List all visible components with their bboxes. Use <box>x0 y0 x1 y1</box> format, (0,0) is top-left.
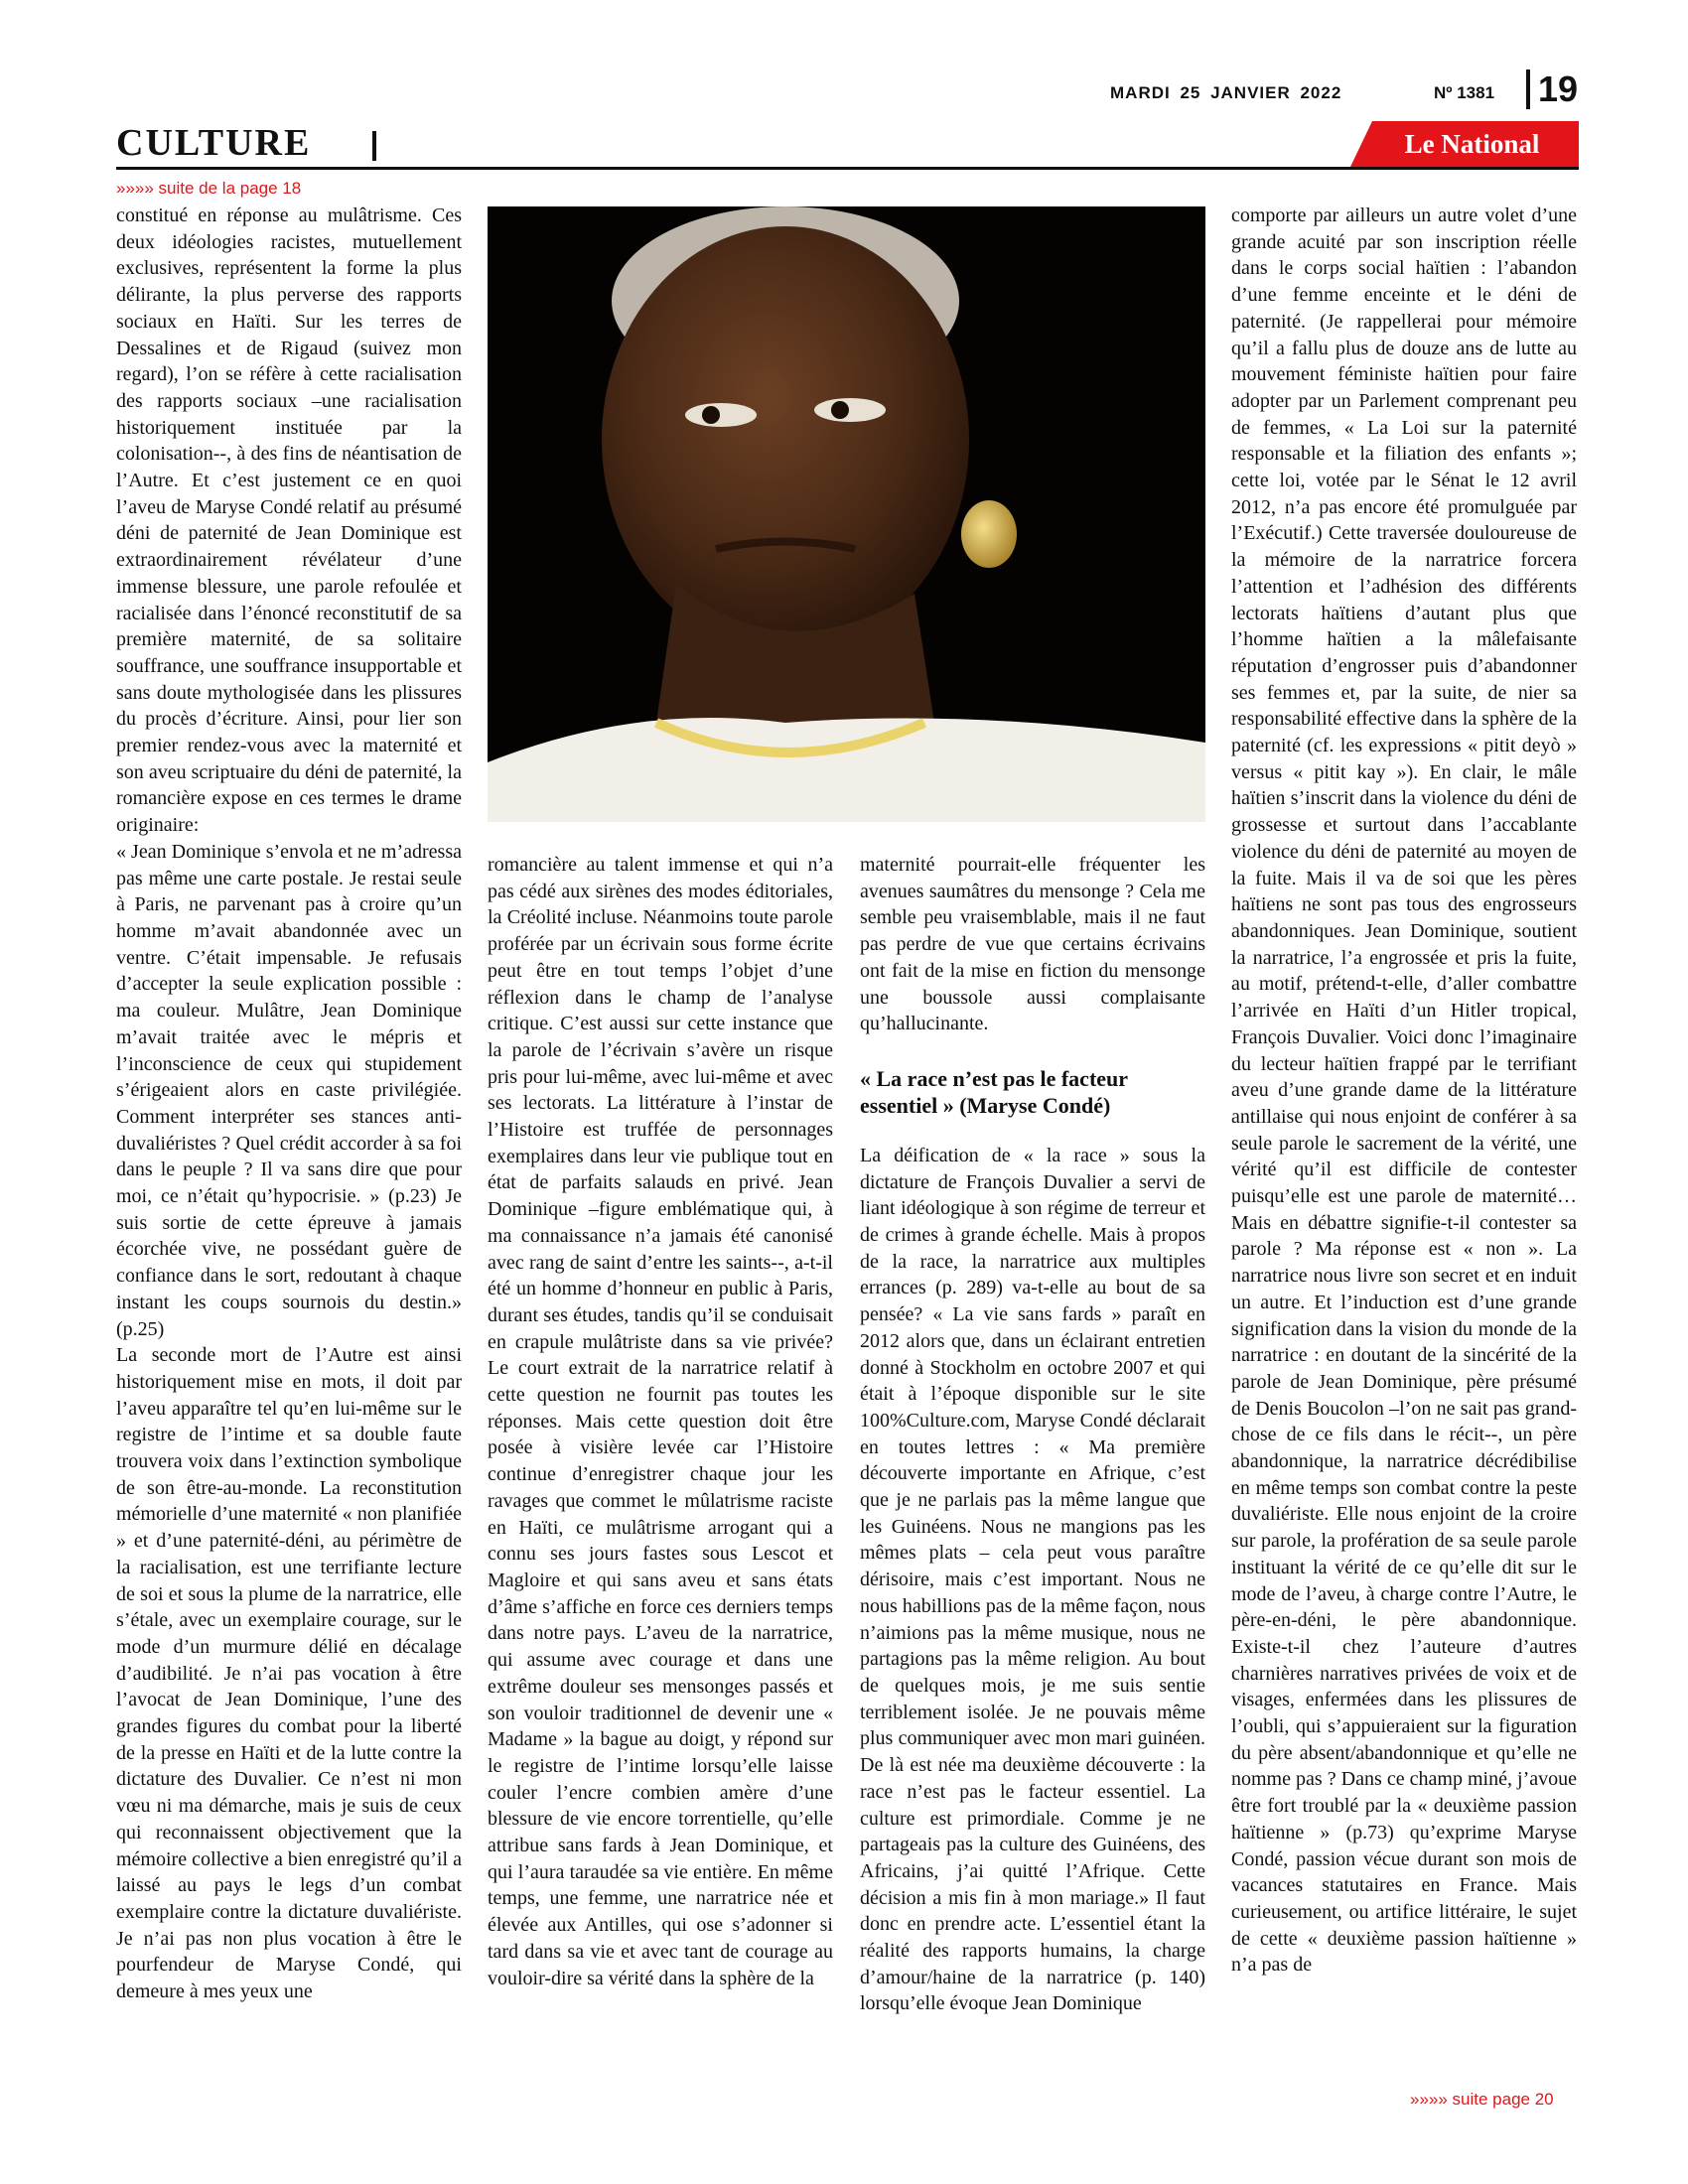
continued-from-link[interactable]: »»»» suite de la page 18 <box>116 179 302 198</box>
article-column-4 <box>1231 203 1577 2079</box>
portrait-photo-icon <box>488 206 1205 822</box>
section-title: CULTURE <box>116 122 312 164</box>
paragraph: constitué en réponse au mulâtrisme. Ces deux idéologies racistes, mutuellement exclusives, représentent la forme la plus délirante, la plus perverse des rapports sociaux en Haïti. Sur les terres de Dessalines et de Rigaud (suivez mon regard), l’on se réfère à cette racialisation des rapports sociaux –une racialisation historiquement instituée par la colonisation--, à des fins de néantisation de l’Autre. Et c’est justement ce en quoi l’aveu de Maryse Condé relatif au présumé déni de paternité de Jean Dominique est extraordinairement révélateur d’une immense blessure, une parole refoulée et racialisée dans l’énoncé reconstitutif de sa première maternité, de sa solitaire souffrance, une souffrance insupportable et sans doute mythologisée dans les plissures du procès d’écriture. Ainsi, pour lier son premier rendez-vous avec la maternité et son aveu scriptuaire du déni de paternité, la romancière expose en ces termes le drame originaire: <box>116 205 462 837</box>
page-number: 19 <box>1538 68 1579 109</box>
article-column-1 <box>116 203 462 2079</box>
issue-number: Nº 1381 <box>1434 83 1495 102</box>
paragraph: La seconde mort de l’Autre est ainsi historiquement mise en mots, il doit par l’aveu apparaître tel qu’en lui-même sur le registre de l’intime et sa double faute trouvera voix dans l’extinction symbolique de son être-au-monde. La reconstitution mémorielle d’une maternité « non planifiée » et d’une paternité-déni, au périmètre de la racialisation, est une terrifiante lecture de soi et sous la plume de la narratrice, elle s’étale, avec un exemplaire courage, sur le mode d’un murmure délié en décalage d’audibilité. Je n’ai pas vocation à être l’avocat de Jean Dominique, l’une des grandes figures du combat pour la liberté de la presse en Haïti et de la lutte contre la dictature des Duvalier. Ce n’est ni mon vœu ni ma démarche, mais je suis de ceux qui reconnaissent objectivement que la mémoire collective a bien enregistré qu’il a laissé au pays le legs d’un combat exemplaire contre la dictature duvaliériste. Je n’ai pas non plus vocation à être le pourfendeur de Maryse Condé, qui demeure à mes yeux une <box>116 1344 462 2003</box>
continued-to-link[interactable]: »»»» suite page 20 <box>1410 2090 1554 2109</box>
paragraph: La déification de « la race » sous la dictature de François Duvalier a servi de liant idéologique à son régime de terreur et de crimes à grande échelle. Mais à propos de la race, la narratrice aux multiples errances (p. 289) va-t-elle au bout de sa pensée? « La vie sans fards » paraît en 2012 alors que, dans un éclairant entretien donné à Stockholm en octobre 2007 et qui était à l’époque disponible sur le site 100%Culture.com, Maryse Condé déclarait en toutes lettres : « Ma première découverte importante en Afrique, c’est que je ne parlais pas la même langue que les Guinéens. Nous ne mangions pas les mêmes plats – cela peut vous paraître dérisoire, mais c’est important. Nous ne nous habillions pas de la même façon, nous n’aimions pas la même musique, nous ne partagions pas la même religion. Au bout de quelques mois, je me suis sentie terriblement isolée. Je ne pouvais même plus communiquer avec mon mari guinéen. De là est née ma deuxième découverte : la race n’est pas le facteur essentiel. La culture est primordiale. Comme je ne partageais pas la culture des Guinéens, des Africains, j’ai quitté l’Afrique. Cette décision a mis fin à mon mariage.» Il faut donc en prendre acte. L’essentiel étant la réalité des rapports humains, la charge d’amour/haine de la narratrice (p. 140) lorsqu’elle évoque Jean Dominique <box>860 1144 1205 2015</box>
paragraph: maternité pourrait-elle fréquenter les avenues saumâtres du mensonge ? Cela me semble peu vraisemblable, mais il ne faut pas perdre de vue que certains écrivains ont fait de la mise en fiction du mensonge une boussole aussi complaisante qu’hallucinante. <box>860 854 1205 1035</box>
header-rule <box>116 167 1579 170</box>
brand-name: Le National <box>1404 129 1540 159</box>
section-divider <box>372 131 376 161</box>
article-column-3 <box>860 852 1205 2079</box>
article-column-2 <box>488 852 833 2079</box>
portrait-photo <box>488 206 1205 822</box>
subheading: « La race n’est pas le facteur essentiel » (Maryse Condé) <box>860 1065 1128 1118</box>
quote-paragraph: « Jean Dominique s’envola et ne m’adressa pas même une carte postale. Je restai seule à Paris, ne parvenant pas à croire qu’un homme m’avait abandonnée avec un ventre. C’était impensable. Je refusais d’accepter la seule explication possible : ma couleur. Mulâtre, Jean Dominique m’avait traitée avec le mépris et l’inconscience de ceux qui stupidement s’érigeaient alors en caste privilégiée. Comment interpréter ses stances anti-duvaliéristes ? Quel crédit accorder à sa foi dans le peuple ? Il va sans dire que pour moi, ce n’était qu’hypocrisie. » (p.23) Je suis sortie de cette épreuve à jamais écorchée vive, ne possédant guère de confiance dans le sort, redoutant à chaque instant les coups sournois du destin.» (p.25) <box>116 840 462 1340</box>
header-divider <box>1526 69 1530 109</box>
issue-date: MARDI 25 JANVIER 2022 <box>1110 83 1342 102</box>
paragraph: romancière au talent immense et qui n’a pas cédé aux sirènes des modes éditoriales, la Créolité incluse. Néanmoins toute parole proférée par un écrivain sous forme écrite peut être en tout temps l’objet d’une réflexion dans le champ de l’analyse critique. C’est aussi sur cette instance que la parole de l’écrivain s’avère un risque pris pour lui-même, avec lui-même et avec ses lectorats. La littérature à l’instar de l’Histoire est truffée de personnages exemplaires dans leur vie publique tout en état de parfaits salauds en privé. Jean Dominique –figure emblématique qui, à ma connaissance n’a jamais été canonisé avec rang de saint d’entre les saints--, a-t-il été un homme d’honneur en public à Paris, durant ses études, tandis qu’il se conduisait en crapule mulâtriste dans sa vie privée? Le court extrait de la narratrice relatif à cette question ne fournit pas toutes les réponses. Mais cette question doit être posée à visière levée car l’Histoire continue d’enregistrer chaque jour les ravages que commet le mûlatrisme raciste en Haïti, ce mulâtrisme arrogant qui a connu ses jours fastes sous Lescot et Magloire et qui sans aveu et sans états d’âme s’affiche en force ces derniers temps dans notre pays. L’aveu de la narratrice, qui assume avec courage et dans une extrême douleur ses mensonges passés et son vouloir traditionnel de devenir une « Madame » la bague au doigt, y répond sur le registre de l’intime lorsqu’elle laisse couler l’encre combien amère d’une blessure de vie encore torrentielle, qu’elle attribue sans fards à Jean Dominique, et qui l’aura taraudée sa vie entière. En même temps, une femme, une narratrice née et élevée aux Antilles, qui ose s’adonner si tard dans sa vie et avec tant de courage au vouloir-dire sa vérité dans la sphère de la <box>488 854 833 1989</box>
paragraph: comporte par ailleurs un autre volet d’une grande acuité par son inscription réelle dans le corps social haïtien : l’abandon d’une femme enceinte et le déni de paternité. (Je rappellerai pour mémoire qu’il a fallu plus de douze ans de lutte au mouvement féministe haïtien pour faire adopter par un Parlement comprenant peu de femmes, « La Loi sur la paternité responsable et la filiation des enfants »; cette loi, votée par le Sénat le 12 avril 2012, n’a pas encore été promulguée par l’Exécutif.) Cette traversée douloureuse de la mémoire de la narratrice forcera l’attention et l’adhésion des différents lectorats haïtiens d’autant plus que l’homme haïtien a la mâlefaisante réputation d’engrosser puis d’abandonner ses femmes et, par la suite, de nier sa responsabilité effective dans la sphère de la paternité (cf. les expressions « pitit deyò » versus « pitit kay »). En clair, le mâle haïtien s’inscrit dans la violence du déni de grossesse et surtout dans l’accablante violence du déni de paternité au moyen de la fuite. Mais il va de soi que les pères haïtiens ne sont pas tous des engrosseurs abandonniques. Jean Dominique, soutient la narratrice, l’a engrossée et pris la fuite, au motif, prétend-t-elle, d’aller combattre l’arrivée en Haïti d’un Hitler tropical, François Duvalier. Voici donc l’imaginaire du lecteur haïtien frappé par le terrifiant aveu d’une grande dame de la littérature antillaise qui nous enjoint de conférer à sa seule parole le sacrement de la vérité, une vérité qu’il est difficile de contester puisqu’elle est une parole de maternité… Mais en débattre signifie-t-il contester sa parole ? Ma réponse est « non ». La narratrice nous livre son secret et en induit un autre. Et l’induction est d’une grande signification dans la vision du monde de la narratrice : en doutant de la sincérité de la parole de Jean Dominique, père présumé de Denis Boucolon –l’on ne sait pas grand-chose de ce fils dans le récit--, un père abandonnique, la narratrice décrédibilise en même temps son combat contre la peste duvaliériste. Elle nous enjoint de la croire sur parole, la profération de sa seule parole instituant la vérité de ce qu’elle dit sur le mode de l’aveu, à charge contre l’Autre, le père-en-déni, le père abandonnique. Existe-t-il chez l’auteure d’autres charnières narratives privées de voix et de visages, enfermées dans les plissures de l’oubli, qui s’appuieraient sur la figuration du père absent/abandonnique et qu’elle ne nomme pas ? Dans ce champ miné, j’avoue être fort troublé par la « deuxième passion haïtienne » (p.73) qu’exprime Maryse Condé, passion vécue durant son mois de vacances statutaires en France. Mais curieusement, ou artifice littéraire, le sujet de cette « deuxième passion haïtienne » n’a pas de <box>1231 205 1577 1977</box>
